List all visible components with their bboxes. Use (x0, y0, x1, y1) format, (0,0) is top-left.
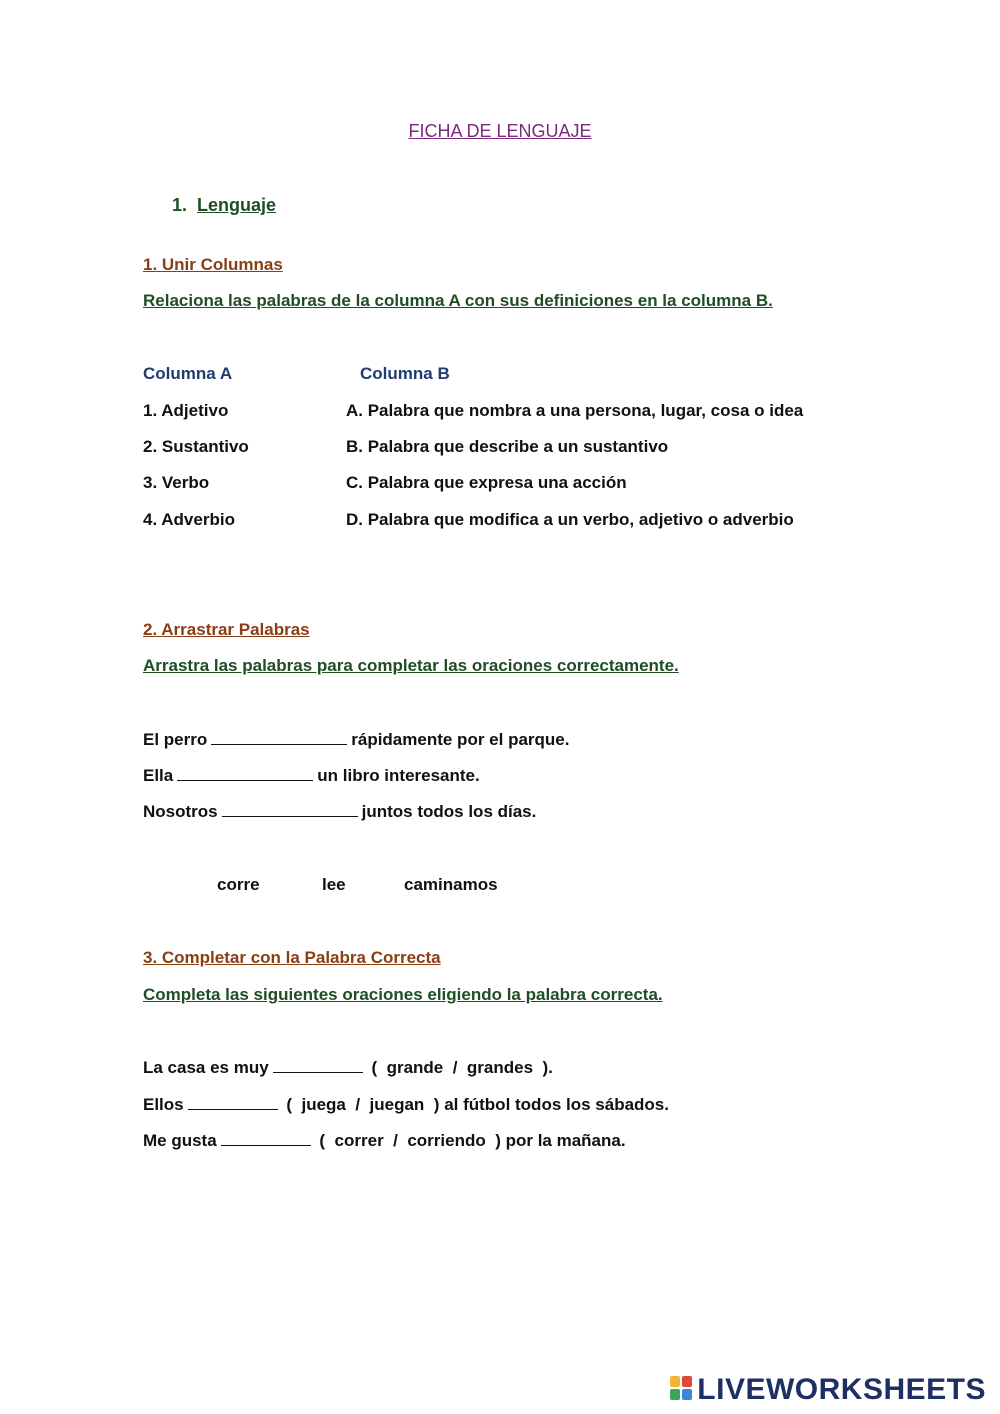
paren-close: ). (542, 1058, 553, 1077)
option-word: grandes (466, 1058, 534, 1077)
sentence-start: Nosotros (143, 802, 218, 821)
paren-open: ( (371, 1058, 378, 1077)
choice-sentence (143, 1058, 553, 1078)
option-word: grande (386, 1058, 444, 1077)
column-b-item[interactable]: C. Palabra que expresa una acción (346, 473, 627, 492)
column-a-item[interactable]: 2. Sustantivo (143, 437, 249, 456)
sentence-end: un libro interesante. (317, 766, 480, 785)
option-separator: / (452, 1058, 458, 1077)
page-title: FICHA DE LENGUAJE (408, 121, 592, 141)
sentence-start: Ella (143, 766, 174, 785)
column-b-header: Columna B (360, 364, 450, 383)
column-a-header: Columna A (143, 364, 233, 383)
option-separator: / (393, 1131, 398, 1150)
section1-instruction: Relaciona las palabras de la columna A con sus definiciones en la columna B. (143, 291, 773, 310)
column-b-item[interactable]: D. Palabra que modifica a un verbo, adjetivo o adverbio (346, 510, 794, 529)
liveworksheets-icon (670, 1376, 694, 1402)
choice-sentence (143, 1131, 626, 1151)
section2-instruction: Arrastra las palabras para completar las oraciones correctamente. (143, 656, 679, 675)
drop-blank[interactable] (222, 802, 358, 817)
option-word: juegan (369, 1095, 425, 1114)
option-word: juega (301, 1095, 346, 1114)
sentence-end: por la mañana. (505, 1131, 626, 1150)
draggable-word[interactable]: lee (322, 875, 346, 894)
drag-sentence (143, 802, 536, 822)
column-a-item[interactable]: 1. Adjetivo (143, 401, 229, 420)
choice-sentence (143, 1095, 669, 1115)
section3-instruction: Completa las siguientes oraciones eligiendo la palabra correcta. (143, 985, 663, 1004)
sentence-end: al fútbol todos los sábados. (444, 1095, 669, 1114)
answer-blank[interactable] (221, 1131, 311, 1146)
drop-blank[interactable] (211, 730, 347, 745)
paren-close: ) (433, 1095, 440, 1114)
answer-blank[interactable] (273, 1058, 363, 1073)
paren-open: ( (286, 1095, 293, 1114)
sentence-start: Ellos (143, 1095, 184, 1114)
sentence-start: Me gusta (143, 1131, 217, 1150)
draggable-word[interactable]: caminamos (404, 875, 498, 894)
column-b-item[interactable]: A. Palabra que nombra a una persona, lugar, cosa o idea (346, 401, 804, 420)
paren-close: ) (495, 1131, 501, 1150)
section3-heading: 3. Completar con la Palabra Correcta (143, 948, 441, 967)
sentence-end: juntos todos los días. (361, 802, 537, 821)
option-word: corriendo (407, 1131, 486, 1150)
column-b-item[interactable]: B. Palabra que describe a un sustantivo (346, 437, 669, 456)
drop-blank[interactable] (177, 766, 313, 781)
liveworksheets-logo (670, 1373, 986, 1407)
option-separator: / (355, 1095, 361, 1114)
section2-heading: 2. Arrastrar Palabras (143, 620, 310, 639)
option-word: correr (334, 1131, 384, 1150)
column-a-item[interactable]: 3. Verbo (143, 473, 210, 492)
section-label: Lenguaje (197, 195, 277, 215)
drag-sentence (143, 730, 569, 750)
section-heading-lenguaje (172, 195, 276, 216)
brand-name: LIVEWORKSHEETS (697, 1373, 986, 1406)
draggable-word[interactable]: corre (217, 875, 260, 894)
sentence-start: La casa es muy (143, 1058, 269, 1077)
column-a-item[interactable]: 4. Adverbio (143, 510, 235, 529)
section-number: 1. (172, 195, 188, 215)
answer-blank[interactable] (188, 1095, 278, 1110)
drag-sentence (143, 766, 480, 786)
paren-open: ( (319, 1131, 326, 1150)
sentence-start: El perro (143, 730, 208, 749)
sentence-end: rápidamente por el parque. (351, 730, 570, 749)
section1-heading: 1. Unir Columnas (143, 255, 283, 274)
